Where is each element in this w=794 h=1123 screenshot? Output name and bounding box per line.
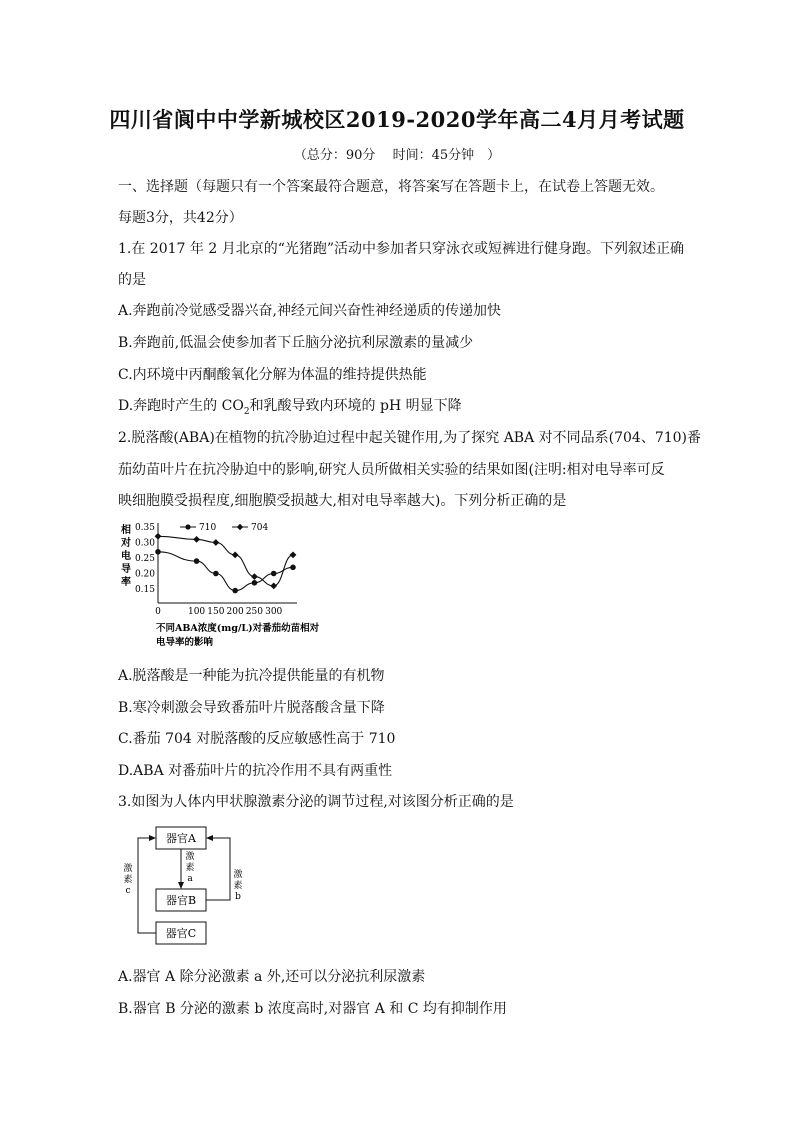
- q2-option-c: C.番茄 704 对脱落酸的反应敏感性高于 710: [118, 731, 396, 747]
- hormone-c-label-3: c: [125, 886, 131, 896]
- hormone-a-label-2: 素: [185, 863, 195, 873]
- q1-option-a: A.奔跑前冷觉感受器兴奋,神经元间兴奋性神经递质的传递加快: [118, 303, 502, 319]
- data-point-710: [290, 565, 296, 571]
- organ-a-label: 器官A: [166, 832, 196, 845]
- legend-marker-710: [185, 524, 190, 529]
- q3-option-b: B.器官 B 分泌的激素 b 浓度高时,对器官 A 和 C 均有抑制作用: [118, 1001, 507, 1017]
- organ-b-label: 器官B: [165, 894, 197, 907]
- data-point-710: [155, 549, 161, 555]
- hormone-b-label-2: 素: [233, 881, 243, 891]
- data-point-710: [232, 588, 238, 594]
- hormone-c-feedback-line: [138, 838, 156, 933]
- page-title: 四川省阆中中学新城校区2019-2020学年高二4月月考试题: [109, 107, 685, 132]
- y-axis-label-char: 相: [121, 525, 131, 536]
- data-point-704: [270, 583, 277, 590]
- series-line-704: [158, 536, 293, 586]
- q1-option-b: B.奔跑前,低温会使参加者下丘脑分泌抗利尿激素的量减少: [118, 335, 474, 351]
- x-tick-label: 100: [187, 607, 206, 617]
- q2-stem-1: 2.脱落酸(ABA)在植物的抗冷胁迫过程中起关键作用,为了探究 ABA 对不同品系(704、710)番: [118, 430, 702, 446]
- hormone-b-label-3: b: [235, 892, 241, 902]
- data-point-710: [194, 558, 200, 564]
- chart-caption-line-1: 不同ABA浓度(mg/L)对番茄幼苗相对: [156, 623, 320, 634]
- section-instructions-1: 一、选择题（每题只有一个答案最符合题意，将答案写在答题卡上，在试卷上答题无效。: [118, 179, 664, 195]
- section-instructions-2: 每题3分，共42分）: [118, 210, 243, 226]
- y-tick-label: 0.25: [134, 554, 155, 564]
- hormone-c-label-1: 激: [123, 864, 133, 874]
- data-point-704: [232, 552, 239, 559]
- y-axis-label-char: 导: [121, 564, 131, 575]
- data-point-710: [213, 571, 219, 577]
- conductivity-chart: [118, 515, 358, 655]
- x-tick-label: 300: [265, 607, 283, 617]
- q2-option-d: D.ABA 对番茄叶片的抗冷作用不具有两重性: [118, 763, 393, 779]
- organ-c-label: 器官C: [165, 927, 197, 940]
- q2-stem-3: 映细胞膜受损程度,细胞膜受损越大,相对电导率越大)。下列分析正确的是: [118, 493, 567, 509]
- q1-stem-2: 的是: [118, 272, 146, 288]
- y-tick-label: 0.30: [134, 538, 155, 549]
- legend-label-704: 704: [251, 523, 269, 533]
- y-tick-label: 0.20: [134, 569, 155, 580]
- legend-label-710: 710: [199, 523, 217, 533]
- hormone-b-feedback-line: [206, 838, 230, 900]
- data-point-704: [290, 552, 297, 559]
- q2-option-a: A.脱落酸是一种能为抗冷提供能量的有机物: [118, 668, 385, 684]
- data-point-704: [251, 573, 258, 580]
- hormone-b-label-1: 激: [233, 870, 243, 880]
- x-tick-label: 150: [207, 607, 225, 617]
- hormone-b-arrowhead: [206, 835, 213, 841]
- x-tick-label: 0: [155, 607, 161, 617]
- y-axis-label-char: 对: [121, 538, 131, 549]
- chart-caption-line-2: 电导率的影响: [156, 637, 214, 648]
- hormone-c-arrowhead: [149, 835, 156, 841]
- q1-stem-1: 1.在 2017 年 2 月北京的“光猪跑”活动中参加者只穿泳衣或短裤进行健身跑。下列叙述正确: [118, 241, 685, 257]
- x-tick-label: 200: [226, 607, 244, 617]
- q3-option-a: A.器官 A 除分泌激素 a 外,还可以分泌抗利尿激素: [118, 969, 426, 985]
- q2-stem-2: 茄幼苗叶片在抗冷胁迫中的影响,研究人员所做相关实验的结果如图(注明:相对电导率可反: [118, 462, 665, 478]
- exam-info: （总分：90分 时间：45分钟 ）: [293, 148, 501, 163]
- x-tick-label: 250: [245, 607, 264, 617]
- q2-option-b: B.寒冷刺激会导致番茄叶片脱落酸含量下降: [118, 700, 385, 716]
- data-point-710: [252, 580, 258, 586]
- hormone-c-label-2: 素: [123, 875, 133, 885]
- hormone-a-label-3: a: [187, 874, 193, 884]
- q1-option-d: D.奔跑时产生的 $CO_2$和乳酸导致内环境的 pH 明显下降: [118, 398, 462, 417]
- data-point-710: [271, 571, 277, 577]
- hormone-a-label-1: 激: [185, 852, 195, 862]
- q1-option-c: C.内环境中丙酮酸氧化分解为体温的维持提供热能: [118, 367, 427, 383]
- q3-stem: 3.如图为人体内甲状腺激素分泌的调节过程,对该图分析正确的是: [118, 794, 514, 810]
- y-tick-label: 0.15: [134, 585, 155, 595]
- data-point-704: [193, 536, 200, 543]
- y-tick-label: 0.35: [134, 523, 155, 533]
- y-axis-label-char: 电: [121, 551, 131, 562]
- hormone-a-arrowhead: [178, 882, 184, 889]
- y-axis-label-char: 率: [121, 577, 131, 588]
- data-point-704: [212, 539, 219, 546]
- thyroid-regulation-diagram: [118, 823, 258, 951]
- data-point-704: [155, 533, 162, 540]
- legend-marker-704: [237, 524, 243, 530]
